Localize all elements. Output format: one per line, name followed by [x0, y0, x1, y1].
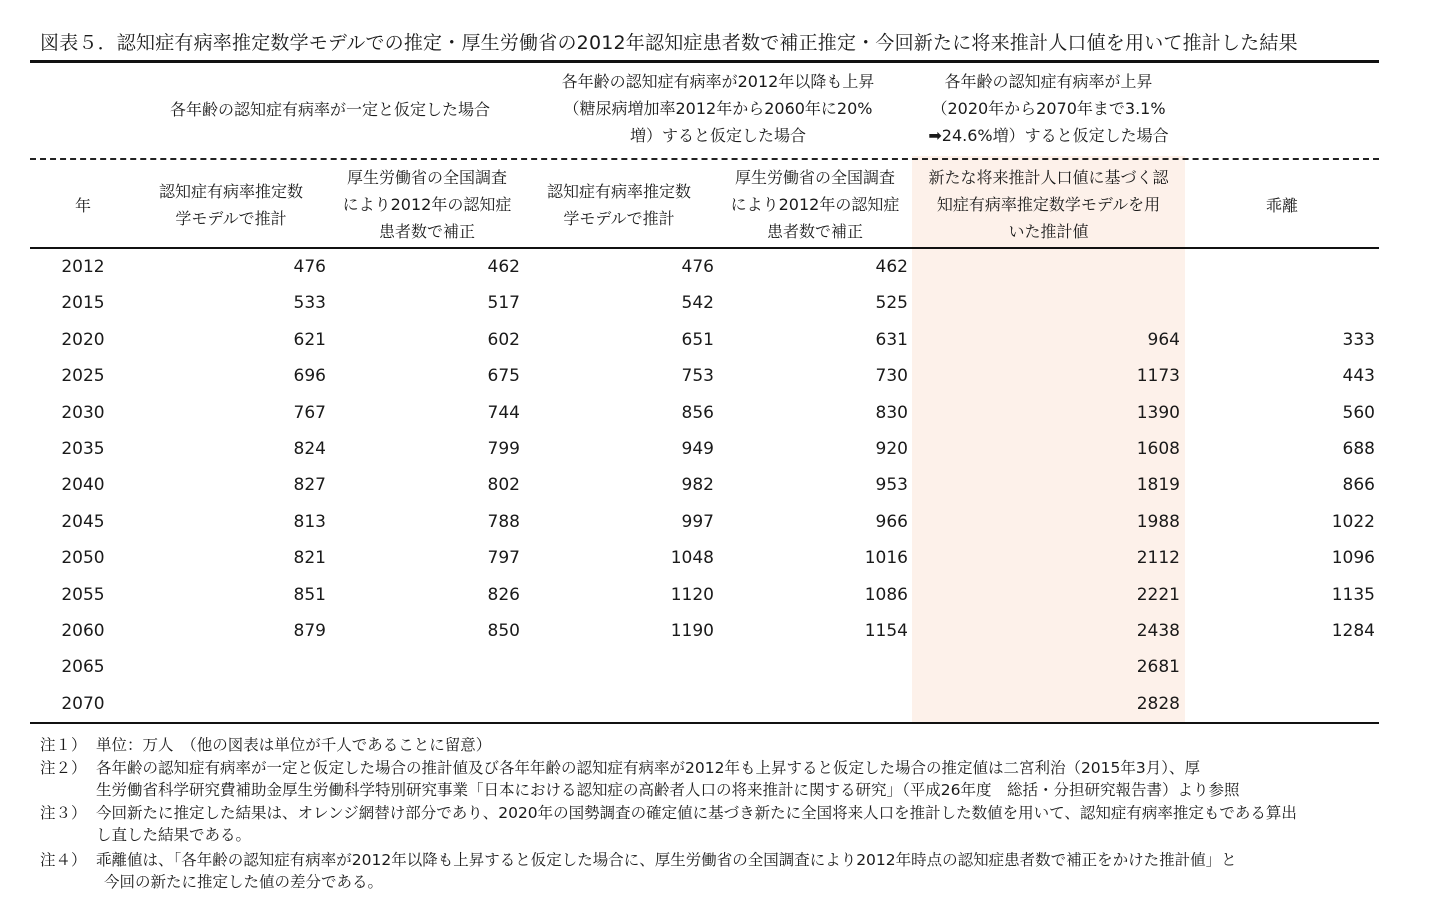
footnote [40, 734, 1435, 757]
column-header-line: 認知症有病率推定数 [546, 182, 691, 201]
cell-value: 821 [293, 548, 326, 569]
cell-value: 851 [293, 584, 326, 605]
cell-value: 1135 [1331, 584, 1375, 605]
cell-year: 2035 [61, 438, 105, 459]
table-row [30, 649, 1379, 685]
column-header-line: により2012年の認知症 [730, 195, 900, 214]
cell-value: 517 [487, 293, 520, 314]
footnote-line: し直した結果である。 [96, 826, 252, 844]
column-header-line: 学モデルで推計 [175, 209, 287, 228]
cell-value: 830 [875, 402, 908, 423]
table-row [30, 613, 1379, 649]
cell-value: 2438 [1136, 620, 1180, 641]
cell-value: 2681 [1136, 657, 1180, 678]
table-row [30, 395, 1379, 431]
cell-value: 824 [293, 438, 326, 459]
cell-value: 799 [487, 438, 520, 459]
group-header-rising-line: 増）すると仮定した場合 [629, 126, 806, 145]
cell-year: 2012 [61, 257, 105, 277]
cell-value: 797 [487, 548, 520, 569]
group-header-new-estimate [912, 68, 1185, 149]
column-header-c4 [716, 164, 914, 245]
column-header-divergence: 乖離 [1265, 196, 1298, 215]
group-header-new-line: （2020年から2070年まで3.1% [931, 99, 1166, 118]
cell-value: 462 [487, 257, 520, 277]
footnote [40, 849, 1435, 894]
cell-value: 997 [681, 511, 714, 532]
cell-value: 1390 [1136, 402, 1180, 423]
cell-year: 2070 [61, 693, 105, 714]
cell-year: 2040 [61, 475, 105, 496]
cell-value: 1086 [864, 584, 908, 605]
cell-value: 602 [487, 329, 520, 350]
table-row [30, 431, 1379, 467]
cell-value: 1819 [1136, 475, 1180, 496]
cell-value: 476 [681, 257, 714, 277]
footnotes [40, 734, 1435, 894]
cell-value: 982 [681, 475, 714, 496]
column-header-year: 年 [74, 196, 91, 215]
group-header-constant-text: 各年齢の認知症有病率が一定と仮定した場合 [169, 100, 490, 119]
cell-year: 2030 [61, 402, 105, 423]
footnote-line: 乖離値は、「各年齢の認知症有病率が2012年以降も上昇すると仮定した場合に、厚生労働省の全国調査により2012年時点の認知症患者数で補正をかけた推計値」と [96, 850, 1237, 869]
group-header-new-line: 各年齢の認知症有病率が上昇 [944, 72, 1153, 91]
cell-value: 675 [487, 366, 520, 387]
cell-value: 560 [1342, 402, 1375, 423]
cell-year: 2025 [61, 366, 105, 387]
table-bottom-rule [30, 722, 1379, 724]
column-header-line: 知症有病率推定数学モデルを用 [936, 195, 1161, 214]
cell-value: 1284 [1331, 620, 1375, 641]
cell-value: 949 [681, 438, 714, 459]
cell-value: 333 [1342, 329, 1375, 350]
column-header-line: 患者数で補正 [766, 222, 863, 241]
cell-value: 462 [875, 257, 908, 277]
footnote [40, 802, 1435, 847]
cell-value: 2221 [1136, 584, 1180, 605]
cell-value: 879 [293, 620, 326, 641]
cell-value: 1096 [1331, 548, 1375, 569]
table-row [30, 686, 1379, 722]
cell-value: 866 [1342, 475, 1375, 496]
cell-value: 2112 [1136, 548, 1180, 569]
table-row [30, 358, 1379, 394]
table-row [30, 540, 1379, 576]
cell-value: 953 [875, 475, 908, 496]
cell-value: 688 [1342, 438, 1375, 459]
cell-value: 1190 [670, 620, 714, 641]
cell-value: 920 [875, 438, 908, 459]
cell-value: 826 [487, 584, 520, 605]
table-top-rule [30, 60, 1379, 63]
cell-value: 525 [875, 293, 908, 314]
cell-value: 443 [1342, 366, 1375, 387]
footnote-line: 今回新たに推定した結果は、オレンジ網替け部分であり、2020年の国勢調査の確定値に基づき新たに全国将来人口を推計した数値を用いて、認知症有病率推定もである算出 [96, 803, 1297, 822]
cell-value: 542 [681, 293, 714, 314]
table-body [30, 249, 1379, 722]
cell-year: 2020 [61, 329, 105, 350]
cell-value: 753 [681, 366, 714, 387]
cell-value: 850 [487, 620, 520, 641]
cell-value: 533 [293, 293, 326, 314]
table-row [30, 467, 1379, 503]
column-header-c1 [136, 178, 326, 232]
cell-value: 813 [293, 511, 326, 532]
cell-value: 802 [487, 475, 520, 496]
table-row [30, 577, 1379, 613]
cell-value: 1048 [670, 548, 714, 569]
cell-value: 788 [487, 511, 520, 532]
footnote-tag: 注２） [40, 758, 87, 777]
cell-value: 621 [293, 329, 326, 350]
cell-value: 1608 [1136, 438, 1180, 459]
column-header-line: により2012年の認知症 [342, 195, 512, 214]
group-header-rising [524, 68, 912, 149]
column-header-line: 厚生労働省の全国調査 [734, 168, 895, 187]
cell-value: 964 [1147, 329, 1180, 350]
cell-value: 730 [875, 366, 908, 387]
column-header-line: 新たな将来推計人口値に基づく認 [928, 168, 1169, 187]
cell-value: 1988 [1136, 511, 1180, 532]
column-header-c2 [328, 164, 526, 245]
footnote-line: 各年齢の認知症有病率が一定と仮定した場合の推計値及び各年年齢の認知症有病率が2012年も上昇すると仮定した場合の推定値は二宮利治（2015年3月）、厚 [96, 758, 1201, 777]
cell-value: 1022 [1331, 511, 1375, 532]
cell-value: 1154 [864, 620, 908, 641]
cell-value: 1120 [670, 584, 714, 605]
cell-value: 966 [875, 511, 908, 532]
cell-year: 2045 [61, 511, 105, 532]
column-header-line: 学モデルで推計 [563, 209, 675, 228]
cell-year: 2055 [61, 584, 105, 605]
cell-value: 856 [681, 402, 714, 423]
table-row [30, 285, 1379, 321]
column-header-line: 認知症有病率推定数 [158, 182, 303, 201]
cell-value: 827 [293, 475, 326, 496]
group-header-rising-line: （糖尿病増加率2012年から2060年に20% [563, 99, 873, 118]
cell-value: 696 [293, 366, 326, 387]
cell-year: 2060 [61, 620, 105, 641]
cell-value: 767 [293, 402, 326, 423]
cell-value: 1016 [864, 548, 908, 569]
table-row [30, 249, 1379, 285]
group-header-divider [30, 158, 1379, 160]
table-row [30, 322, 1379, 358]
table-row [30, 504, 1379, 540]
footnote-tag: 注４） [40, 850, 87, 869]
column-header-line: いた推計値 [1008, 222, 1089, 241]
cell-value: 744 [487, 402, 520, 423]
cell-year: 2015 [61, 293, 105, 314]
cell-value: 631 [875, 329, 908, 350]
group-header-new-line: ➡24.6%増）すると仮定した場合 [928, 126, 1169, 145]
column-header-line: 患者数で補正 [378, 222, 475, 241]
cell-value: 1173 [1136, 366, 1180, 387]
footnote [40, 757, 1435, 802]
group-header-rising-line: 各年齢の認知症有病率が2012年以降も上昇 [561, 72, 875, 91]
footnote-tag: 注１） [40, 736, 87, 754]
footnote-line: 単位：万人 （他の図表は単位が千人であることに留意） [96, 736, 492, 754]
group-header-constant [140, 96, 520, 123]
footnote-line: 今回の新たに推定した値の差分である。 [104, 873, 384, 891]
page-title: 図表５．認知症有病率推定数学モデルでの推定・厚生労働省の2012年認知症患者数で補正推定・今回新たに将来推計人口値を用いて推計した結果 [40, 32, 1298, 54]
cell-value: 476 [293, 257, 326, 277]
cell-year: 2050 [61, 548, 105, 569]
cell-value: 2828 [1136, 693, 1180, 714]
column-header-c5 [912, 164, 1185, 245]
footnote-tag: 注３） [40, 803, 87, 822]
footnote-line: 生労働省科学研究費補助金厚生労働科学特別研究事業「日本における認知症の高齢者人口の将来推計に関する研究」（平成26年度 総括・分担研究報告書）より参照 [96, 781, 1240, 799]
cell-value: 651 [681, 329, 714, 350]
column-header-c3 [524, 178, 714, 232]
column-header-line: 厚生労働省の全国調査 [346, 168, 507, 187]
cell-year: 2065 [61, 657, 105, 678]
